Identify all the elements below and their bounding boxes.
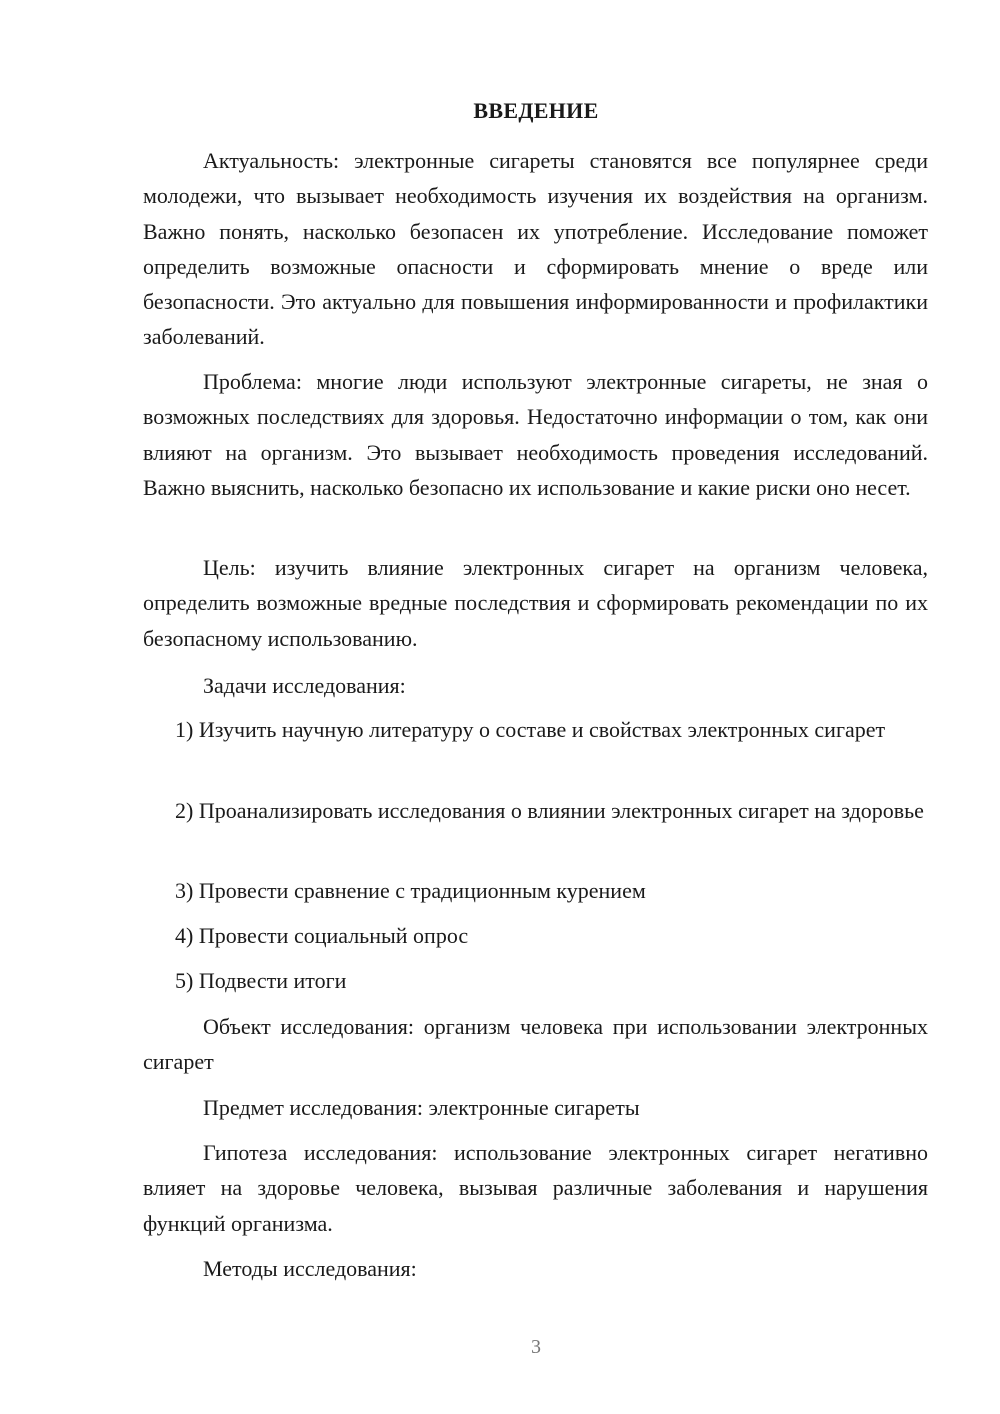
paragraph-goal: Цель: изучить влияние электронных сигарет на организм человека, определить возможные вредные последствия и сформировать рекомендации по их безопасному использованию. — [143, 555, 928, 651]
tasks-heading: Задачи исследования: — [203, 673, 406, 698]
page-number: 3 — [531, 1336, 541, 1358]
paragraph-object: Объект исследования: организм человека при использовании электронных сигарет — [143, 1014, 928, 1075]
task-item-1: 1) Изучить научную литературу о составе и свойствах электронных сигарет — [175, 717, 886, 742]
task-item-4: 4) Провести социальный опрос — [175, 923, 469, 948]
page-title: ВВЕДЕНИЕ — [473, 98, 599, 123]
paragraph-problem: Проблема: многие люди используют электронные сигареты, не зная о возможных последствиях для здоровья. Недостаточно информации о том, как они влияют на организм. Это вызывает необходимость проведения исследований. Важно выяснить, насколько безопасно их использование и какие риски оно несет. — [143, 369, 928, 500]
paragraph-subject: Предмет исследования: электронные сигареты — [203, 1095, 640, 1120]
task-item-2: 2) Проанализировать исследования о влиянии электронных сигарет на здоровье — [175, 798, 924, 823]
paragraph-relevance: Актуальность: электронные сигареты становятся все популярнее среди молодежи, что вызывает необходимость изучения их воздействия на организм. Важно понять, насколько безопасен их употребление. Исследование поможет определить возможные опасности и сформировать мнение о вреде или безопасности. Это актуально для повышения информированности и профилактики заболеваний. — [143, 148, 928, 350]
paragraph-hypothesis: Гипотеза исследования: использование электронных сигарет негативно влияет на здоровье человека, вызывая различные заболевания и нарушения функций организма. — [143, 1140, 928, 1236]
task-item-5: 5) Подвести итоги — [175, 968, 347, 993]
task-item-3: 3) Провести сравнение с традиционным курением — [175, 878, 646, 903]
methods-heading: Методы исследования: — [203, 1256, 417, 1281]
